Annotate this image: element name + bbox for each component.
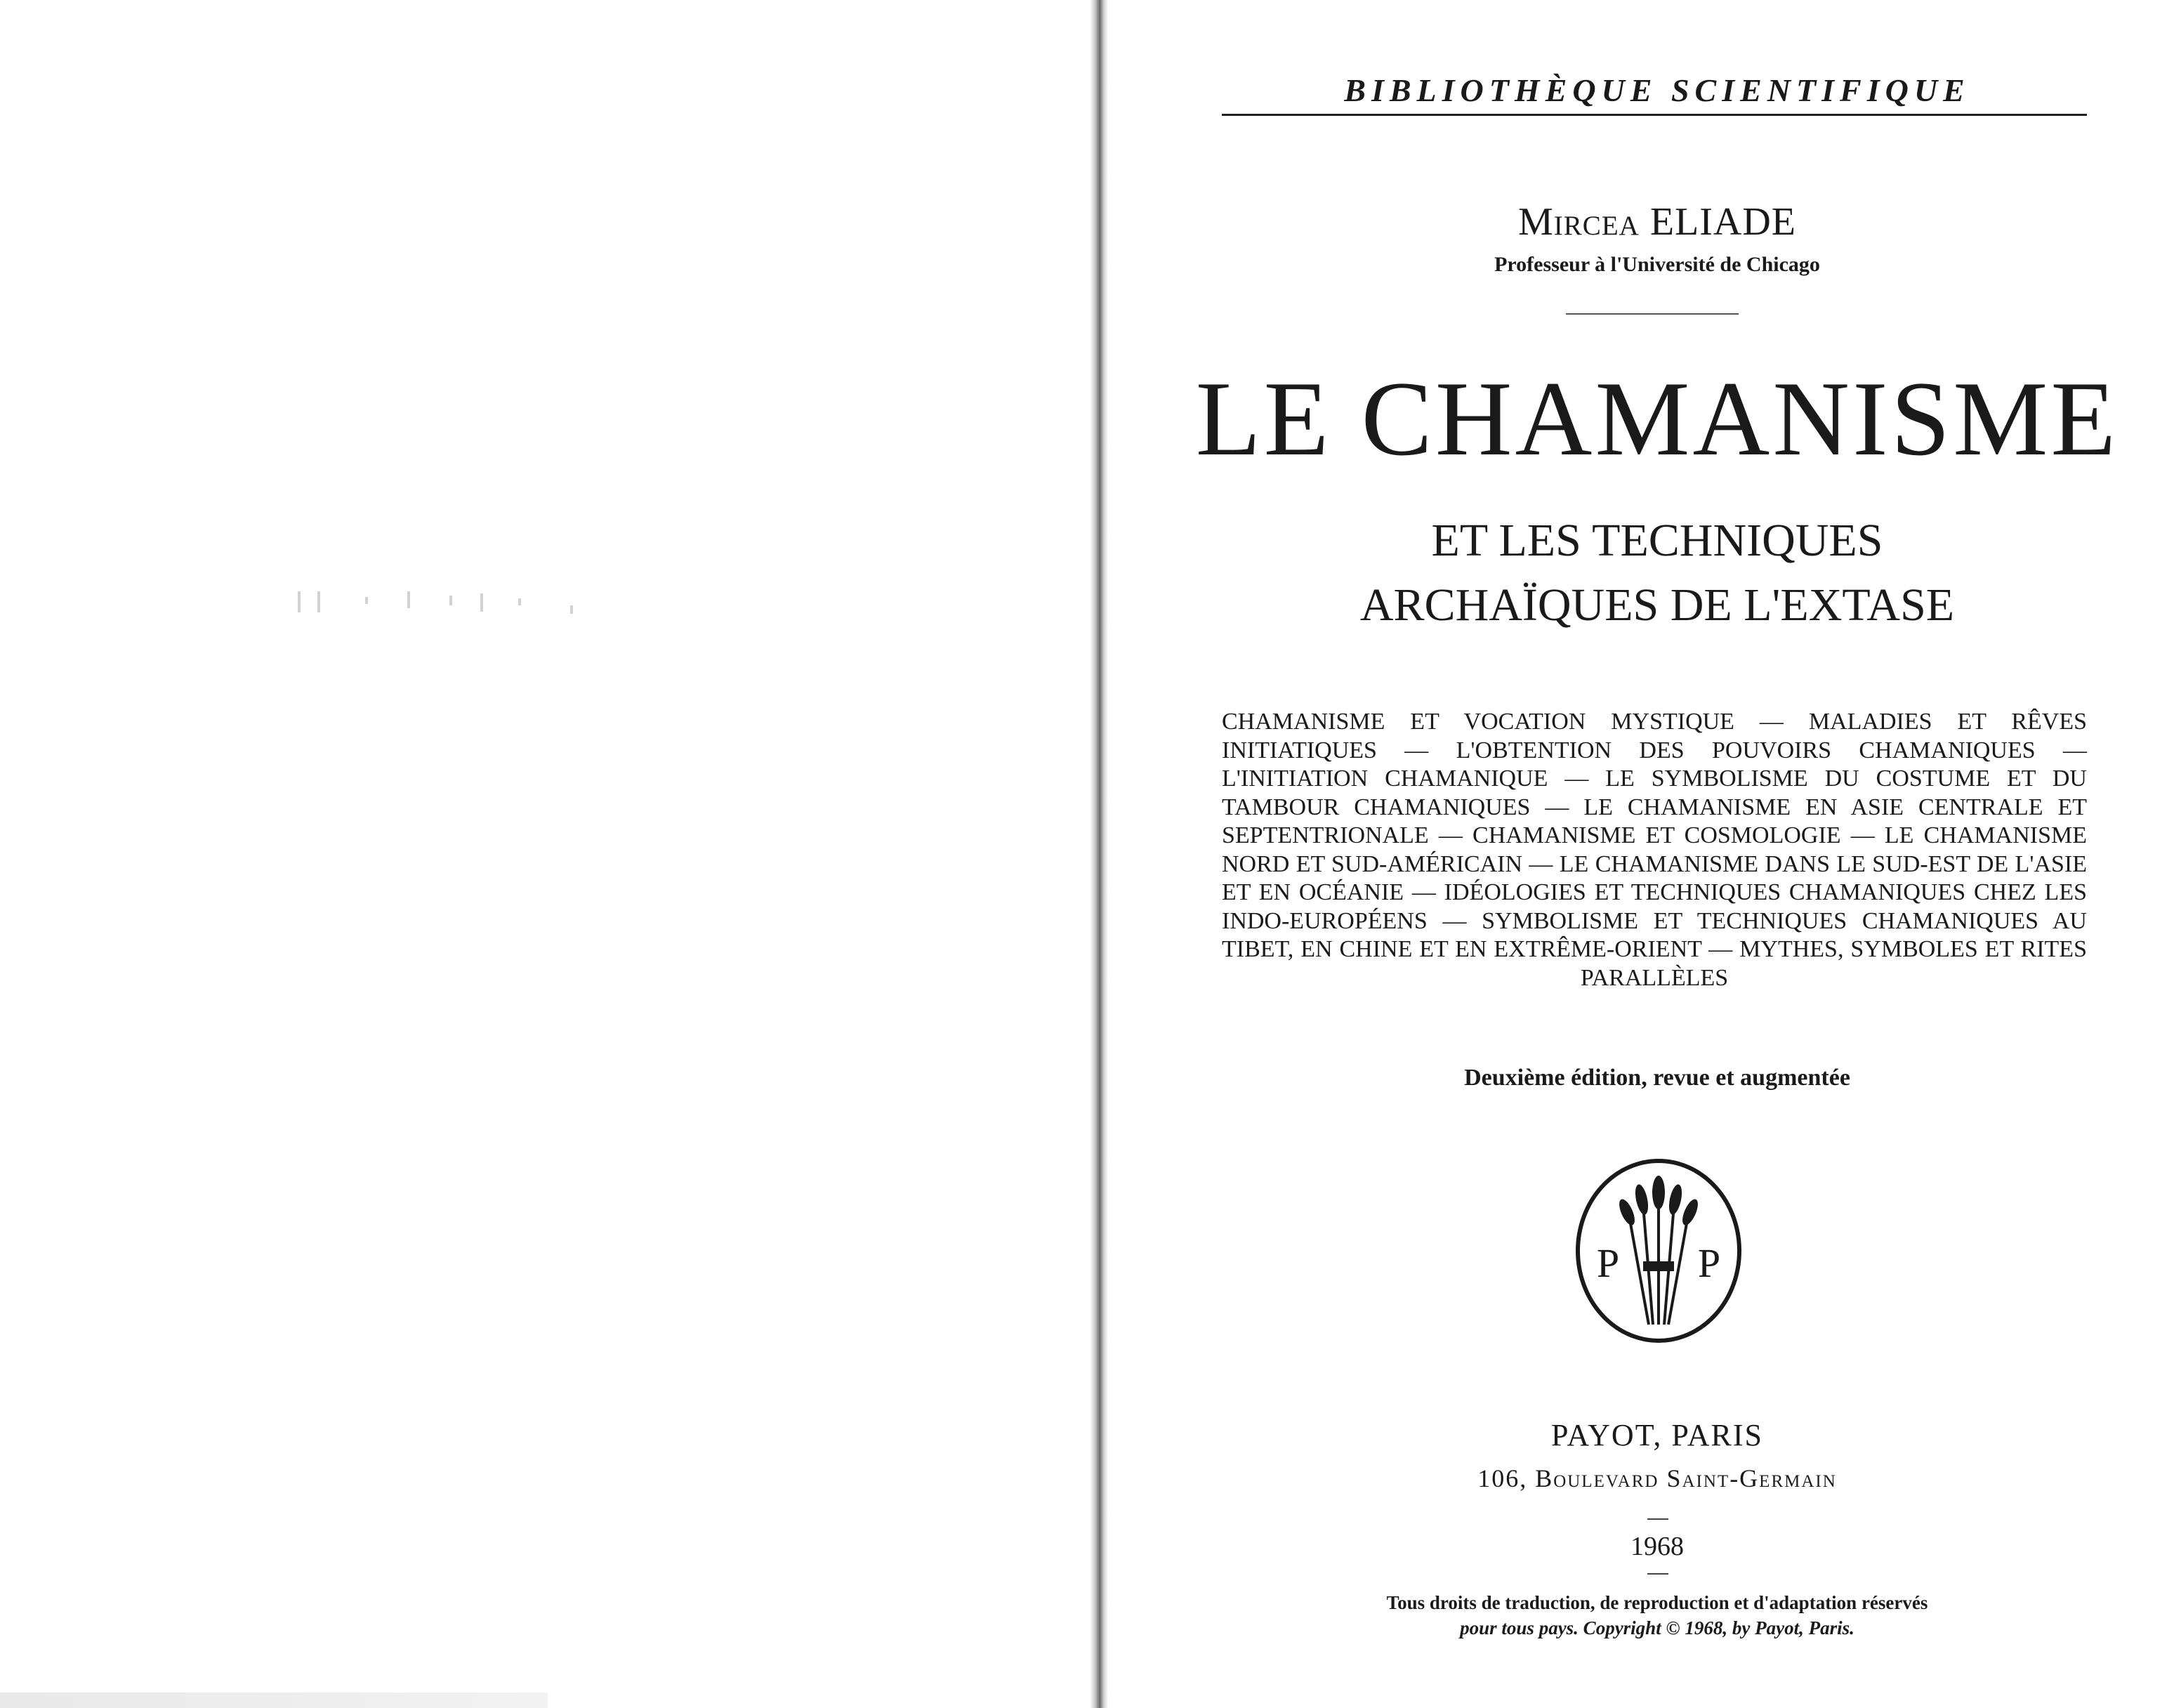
subtitle-line: ARCHAÏQUES DE L'EXTASE [1359, 579, 1955, 631]
scan-edge-strip [0, 1693, 548, 1708]
author-line [1222, 199, 2093, 244]
series-rule [1222, 114, 2087, 116]
page-speck [449, 596, 452, 605]
page-speck [365, 597, 368, 604]
title-page [1109, 0, 2181, 1708]
page-speck [317, 591, 320, 612]
publisher-address: 106, Boulevard Saint-Germain [1477, 1464, 1837, 1492]
page-speck [480, 593, 483, 612]
author-first-name: Mircea [1518, 200, 1640, 244]
book-gutter [1090, 0, 1108, 1708]
contents-summary: CHAMANISME ET VOCATION MYSTIQUE — MALADIES ET RÊVES INITIATIQUES — L'OBTENTION DES POUVOIRS CHAMANIQUES — L'INITIATION CHAMANIQUE — LE SYMBOLISME DU COSTUME ET DU TAMBOUR CHAMANIQUES — LE CHAMANISME EN ASIE CENTRALE ET SEPTENTRIONALE — CHAMANISME ET COSMOLOGIE — LE CHAMANISME NORD ET SUD-AMÉRICAIN — LE CHAMANISME DANS LE SUD-EST DE L'ASIE ET EN OCÉANIE — IDÉOLOGIES ET TECHNIQUES CHAMANIQUES CHEZ LES INDO-EUROPÉENS — SYMBOLISME ET TECHNIQUES CHAMANIQUES AU TIBET, EN CHINE ET EN EXTRÊME-ORIENT — MYTHES, SYMBOLES ET RITES PARALLÈLES [1222, 709, 2087, 991]
logo-letter-right: P [1697, 1240, 1721, 1286]
page-speck [518, 598, 521, 605]
book-title: LE CHAMANISME [1195, 360, 2119, 478]
subtitle-line: ET LES TECHNIQUES [1431, 515, 1883, 566]
separator-rule [1647, 1573, 1668, 1575]
series-title: BIBLIOTHÈQUE SCIENTIFIQUE [1344, 72, 1970, 108]
logo-letter-left: P [1596, 1240, 1620, 1286]
separator-rule [1566, 313, 1739, 315]
rights-line: Tous droits de traduction, de reproduction et d'adaptation réservés [1386, 1592, 1928, 1613]
copyright-line: pour tous pays. Copyright © 1968, by Payot, Paris. [1460, 1617, 1854, 1638]
edition-note: Deuxième édition, revue et augmentée [1464, 1065, 1850, 1091]
author-affiliation: Professeur à l'Université de Chicago [1494, 253, 1820, 276]
rights-notice [1222, 1590, 2093, 1641]
wheat-sheaf-icon [1573, 1156, 1744, 1346]
page-speck [407, 591, 410, 608]
page-speck [298, 591, 301, 612]
sheaf-band [1643, 1261, 1674, 1271]
separator-rule [1647, 1518, 1668, 1520]
book-subtitle [1222, 508, 2093, 638]
publisher-name: PAYOT, PARIS [1550, 1418, 1763, 1452]
author-last-name: ELIADE [1649, 200, 1796, 244]
page-speck [570, 605, 573, 614]
publication-year: 1968 [1630, 1532, 1684, 1561]
